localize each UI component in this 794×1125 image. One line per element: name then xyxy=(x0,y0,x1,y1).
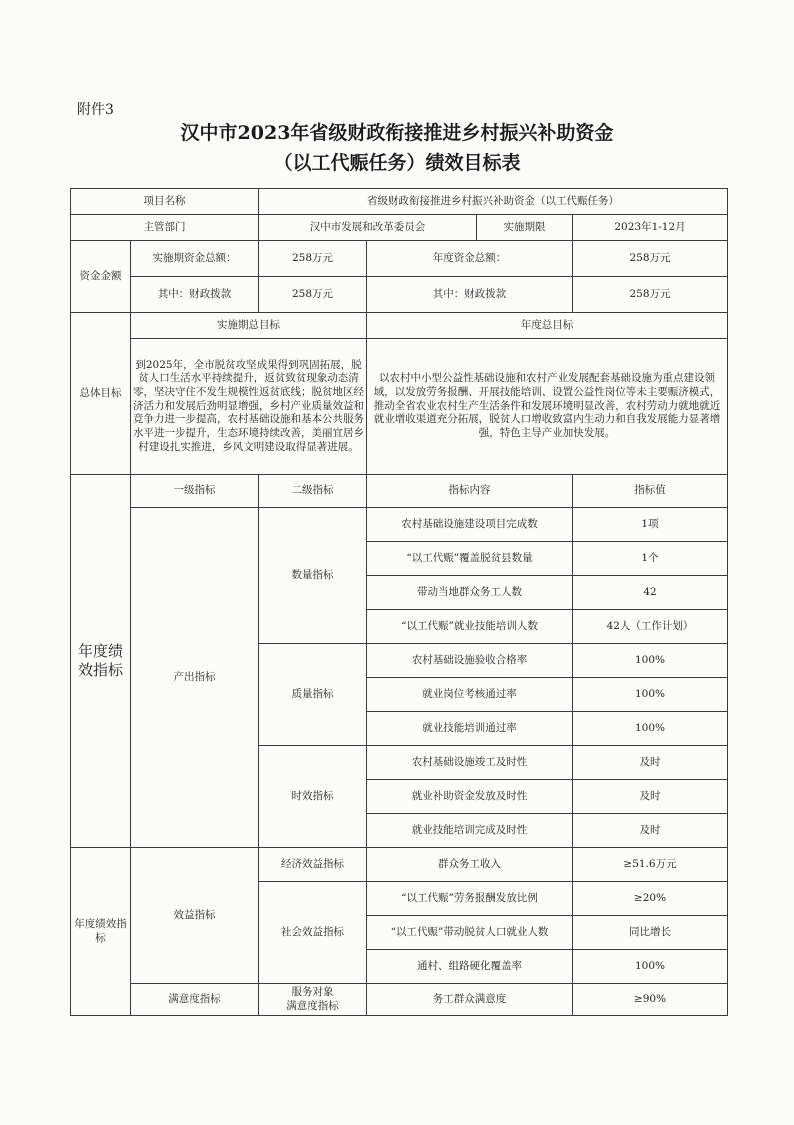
attachment-number: 附件3 xyxy=(77,102,114,118)
indicator-content: 就业补助资金发放及时性 xyxy=(367,780,573,814)
goals-header-row xyxy=(71,313,728,339)
indicator-value: 及时 xyxy=(573,780,728,814)
impl-goal-text: 到2025年，全市脱贫攻坚成果得到巩固拓展，脱贫人口生活水平持续提升，返贫致贫现象动态清零，坚决守住不发生规模性返贫底线；脱贫地区经济活力和发展后劲明显增强，乡村产业质量效益和竞争力进一步提高，农村基础设施和基本公共服务水平进一步提升，生态环境持续改善，美丽宜居乡村建设扎实推进，乡风文明建设取得显著进展。 xyxy=(131,339,367,475)
document-title-line1: 汉中市2023年省级财政衔接推进乡村振兴补助资金 xyxy=(180,122,614,144)
indicator-value: 100% xyxy=(573,950,728,984)
indicator-value: 100% xyxy=(573,678,728,712)
indicator-content: 就业岗位考核通过率 xyxy=(367,678,573,712)
quality-indicator-label: 质量指标 xyxy=(259,644,367,746)
service-satisfaction-label xyxy=(259,984,367,1016)
annual-goal-header: 年度总目标 xyxy=(367,313,728,339)
indicator-value: 及时 xyxy=(573,746,728,780)
period-value: 2023年1-12月 xyxy=(573,215,728,241)
social-indicator-label: 社会效益指标 xyxy=(259,882,367,984)
indicator-content: “以工代赈”覆盖脱贫县数量 xyxy=(367,542,573,576)
quantity-indicator-label: 数量指标 xyxy=(259,508,367,644)
document-title-line2: （以工代赈任务）绩效目标表 xyxy=(273,152,521,174)
table-row xyxy=(71,984,728,1016)
service-satisfaction-line2: 满意度指标 xyxy=(286,999,339,1012)
goals-text-row xyxy=(71,339,728,475)
indicator-content: 就业技能培训完成及时性 xyxy=(367,814,573,848)
funds-label: 资金金额 xyxy=(71,241,131,313)
indicator-content: 带动当地群众务工人数 xyxy=(367,576,573,610)
annual-indicators-label-1: 年度绩效指标 xyxy=(71,475,131,848)
annual-fiscal-value: 258万元 xyxy=(573,277,728,313)
indicator-value: 100% xyxy=(573,712,728,746)
indicator-value: 1个 xyxy=(573,542,728,576)
impl-fiscal-value: 258万元 xyxy=(259,277,367,313)
indicator-content: 农村基础设施竣工及时性 xyxy=(367,746,573,780)
funds-total-row xyxy=(71,241,728,277)
indicator-value: 及时 xyxy=(573,814,728,848)
impl-goal-header: 实施期总目标 xyxy=(131,313,367,339)
header-content: 指标内容 xyxy=(367,475,573,508)
indicator-content: “以工代赈”就业技能培训人数 xyxy=(367,610,573,644)
indicator-value: ≥51.6万元 xyxy=(573,848,728,882)
indicator-value: 1项 xyxy=(573,508,728,542)
indicator-value: ≥90% xyxy=(573,984,728,1016)
timeliness-indicator-label: 时效指标 xyxy=(259,746,367,848)
period-label: 实施期限 xyxy=(477,215,573,241)
indicator-content: “以工代赈”劳务报酬发放比例 xyxy=(367,882,573,916)
impl-total-label: 实施期资金总额： xyxy=(131,241,259,277)
indicator-content: 就业技能培训通过率 xyxy=(367,712,573,746)
indicator-value: 100% xyxy=(573,644,728,678)
project-name-value: 省级财政衔接推进乡村振兴补助资金（以工代赈任务） xyxy=(259,189,728,215)
funds-fiscal-row xyxy=(71,277,728,313)
table-row xyxy=(71,508,728,542)
annual-total-value: 258万元 xyxy=(573,241,728,277)
indicator-content: 通村、组路硬化覆盖率 xyxy=(367,950,573,984)
indicator-value: 42 xyxy=(573,576,728,610)
indicator-header-row xyxy=(71,475,728,508)
performance-target-table xyxy=(70,188,728,1016)
department-row xyxy=(71,215,728,241)
indicator-content: 农村基础设施验收合格率 xyxy=(367,644,573,678)
indicator-content: 群众务工收入 xyxy=(367,848,573,882)
annual-indicators-label-2: 年度绩效指标 xyxy=(71,848,131,1016)
impl-total-value: 258万元 xyxy=(259,241,367,277)
table-row xyxy=(71,848,728,882)
indicator-content: 务工群众满意度 xyxy=(367,984,573,1016)
indicator-value: 42人（工作计划） xyxy=(573,610,728,644)
project-name-row xyxy=(71,189,728,215)
header-level1: 一级指标 xyxy=(131,475,259,508)
economic-indicator-label: 经济效益指标 xyxy=(259,848,367,882)
service-satisfaction-line1: 服务对象 xyxy=(291,985,334,998)
header-value: 指标值 xyxy=(573,475,728,508)
benefit-indicator-label: 效益指标 xyxy=(131,848,259,984)
impl-fiscal-label: 其中：财政拨款 xyxy=(131,277,259,313)
output-indicator-label: 产出指标 xyxy=(131,508,259,848)
department-value: 汉中市发展和改革委员会 xyxy=(259,215,477,241)
satisfaction-indicator-label: 满意度指标 xyxy=(131,984,259,1016)
department-label: 主管部门 xyxy=(71,215,259,241)
annual-goal-text: 以农村中小型公益性基础设施和农村产业发展配套基础设施为重点建设领域，以发放劳务报酬、开展技能培训、设置公益性岗位等未主要赈济模式，推动全省农业农村生产生活条件和发展环境明显改善，农村劳动力就地就近就业增收渠道充分拓展，脱贫人口增收致富内生动力和自我发展能力显著增强，特色主导产业加快发展。 xyxy=(367,339,728,475)
goals-label: 总体目标 xyxy=(71,313,131,475)
indicator-value: 同比增长 xyxy=(573,916,728,950)
header-level2: 二级指标 xyxy=(259,475,367,508)
annual-total-label: 年度资金总额： xyxy=(367,241,573,277)
indicator-content: 农村基础设施建设项目完成数 xyxy=(367,508,573,542)
indicator-content: “以工代赈”带动脱贫人口就业人数 xyxy=(367,916,573,950)
annual-fiscal-label: 其中：财政拨款 xyxy=(367,277,573,313)
project-name-label: 项目名称 xyxy=(71,189,259,215)
indicator-value: ≥20% xyxy=(573,882,728,916)
